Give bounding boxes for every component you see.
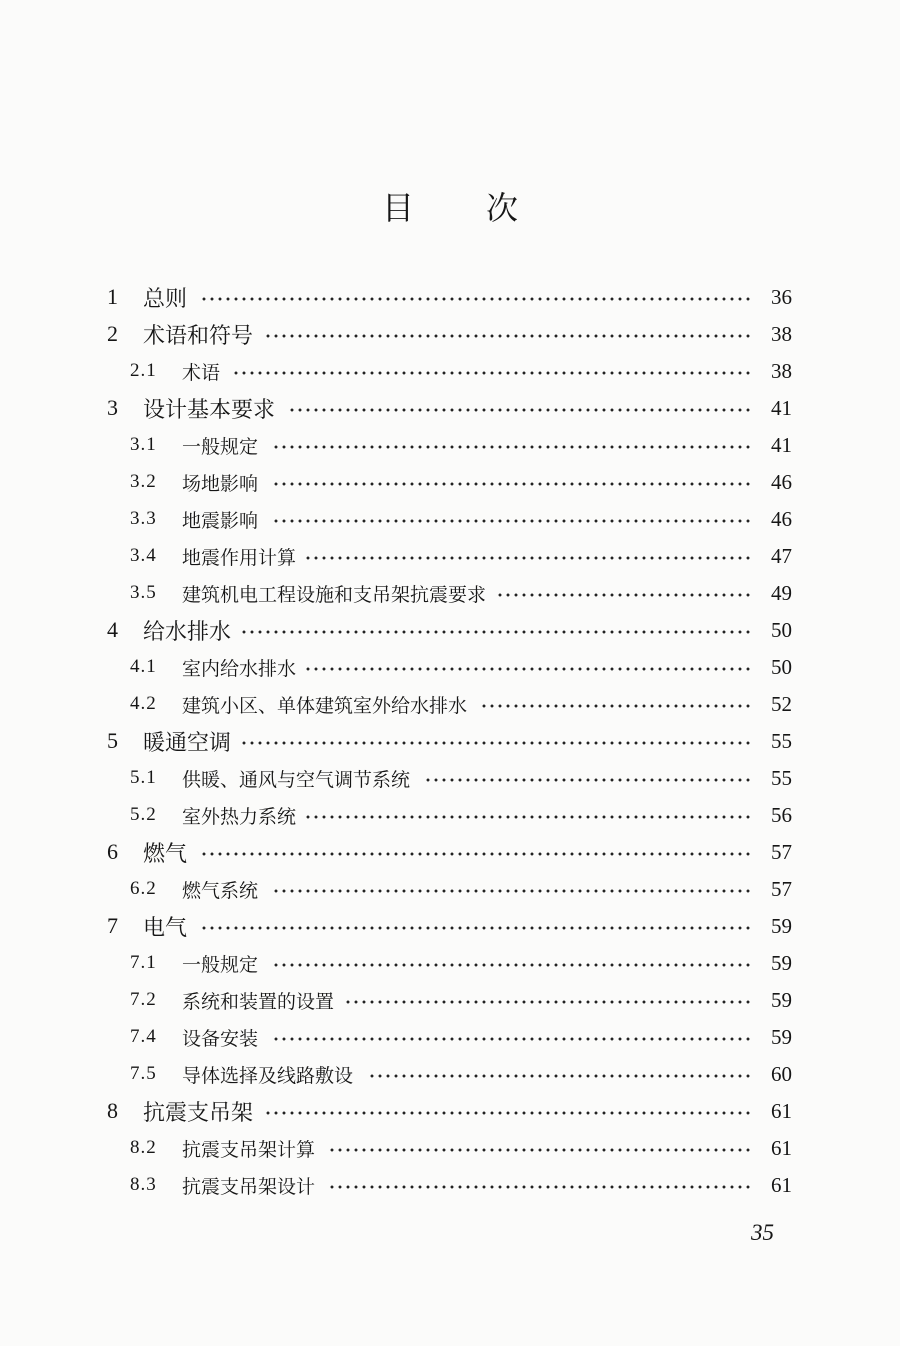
toc-leader-dots [480,704,752,708]
toc-leader-dots [240,741,752,745]
toc-leader-dots [272,889,752,893]
toc-leader-dots [288,408,752,412]
toc-entry-label: 设计基本要求 [143,397,276,423]
toc-entry-number: 6.2 [130,878,157,899]
toc-entry-page: 61 [771,1135,792,1160]
toc-leader-dots [272,445,752,449]
toc-leader-dots [496,593,752,597]
toc-entry-number: 8.2 [130,1137,157,1158]
toc-leader-dots [304,815,752,819]
toc-entry-page: 49 [771,580,792,605]
toc-entry-label: 暖通空调 [143,730,232,756]
toc-entry-label: 总则 [143,286,188,312]
toc-entry[interactable] [0,430,900,460]
toc-entry-number: 1 [107,284,118,309]
toc-entry-page: 57 [771,876,792,901]
toc-entry-number: 5.2 [130,804,157,825]
toc-entry-label: 术语和符号 [143,323,254,349]
toc-leader-dots [264,1111,752,1115]
toc-entry-number: 4 [107,617,118,642]
toc-leader-dots [200,297,752,301]
toc-entry-number: 5.1 [130,767,157,788]
toc-entry[interactable] [0,467,900,497]
toc-entry-page: 46 [771,506,792,531]
toc-entry[interactable] [0,1133,900,1163]
toc-entry-number: 7 [107,913,118,938]
toc-entry-page: 52 [771,691,792,716]
toc-leader-dots [328,1148,752,1152]
toc-entry-page: 41 [771,432,792,457]
toc-entry-page: 46 [771,469,792,494]
toc-entry-number: 3.1 [130,434,157,455]
toc-entry[interactable] [0,726,900,756]
toc-entry-label: 导体选择及线路敷设 [182,1064,354,1087]
toc-entry[interactable] [0,763,900,793]
toc-entry-label: 室外热力系统 [182,805,297,828]
toc-entry-label: 燃气 [143,841,188,867]
toc-entry-page: 61 [771,1098,792,1123]
toc-entry-page: 36 [771,284,792,309]
toc-entry[interactable] [0,1022,900,1052]
toc-entry-number: 7.2 [130,989,157,1010]
toc-entry[interactable] [0,689,900,719]
toc-leader-dots [264,334,752,338]
toc-entry-label: 设备安装 [182,1027,259,1050]
toc-leader-dots [200,926,752,930]
toc-entry-label: 燃气系统 [182,879,259,902]
toc-entry-page: 59 [771,987,792,1012]
toc-entry-page: 55 [771,765,792,790]
toc-entry-number: 2 [107,321,118,346]
toc-entry-label: 场地影响 [182,472,259,495]
toc-entry[interactable] [0,985,900,1015]
toc-leader-dots [272,1037,752,1041]
toc-entry-number: 6 [107,839,118,864]
toc-entry-page: 56 [771,802,792,827]
toc-entry[interactable] [0,1059,900,1089]
toc-entry[interactable] [0,504,900,534]
toc-entry[interactable] [0,319,900,349]
toc-entry-label: 抗震支吊架设计 [182,1175,316,1198]
toc-entry-page: 59 [771,1024,792,1049]
toc-entry[interactable] [0,578,900,608]
toc-entry-page: 41 [771,395,792,420]
toc-entry-label: 室内给水排水 [182,657,297,680]
toc-entry-page: 47 [771,543,792,568]
toc-entry-label: 术语 [182,361,221,384]
toc-entry-label: 地震作用计算 [182,546,297,569]
toc-leader-dots [272,519,752,523]
toc-leader-dots [272,963,752,967]
toc-entry[interactable] [0,652,900,682]
toc-entry-page: 50 [771,617,792,642]
toc-entry-label: 抗震支吊架计算 [182,1138,316,1161]
toc-entry-number: 7.5 [130,1063,157,1084]
toc-entry[interactable] [0,1096,900,1126]
toc-entry-number: 7.4 [130,1026,157,1047]
toc-entry-number: 3.2 [130,471,157,492]
toc-entry-page: 55 [771,728,792,753]
toc-entry[interactable] [0,948,900,978]
toc-entry[interactable] [0,874,900,904]
toc-leader-dots [368,1074,752,1078]
toc-entry-number: 3.4 [130,545,157,566]
toc-entry[interactable] [0,615,900,645]
toc-leader-dots [304,556,752,560]
toc-entry-number: 4.2 [130,693,157,714]
toc-entry-number: 3 [107,395,118,420]
toc-entry-label: 系统和装置的设置 [182,990,335,1013]
toc-entry-number: 8 [107,1098,118,1123]
toc-entry-page: 57 [771,839,792,864]
toc-entry-label: 建筑小区、单体建筑室外给水排水 [182,694,468,717]
toc-entry-label: 抗震支吊架 [143,1100,254,1126]
toc-entry-label: 地震影响 [182,509,259,532]
toc-entry-number: 3.5 [130,582,157,603]
toc-entry-number: 2.1 [130,360,157,381]
toc-leader-dots [200,852,752,856]
toc-leader-dots [328,1185,752,1189]
toc-entry-number: 5 [107,728,118,753]
page-title: 目次 [381,189,590,227]
toc-leader-dots [272,482,752,486]
toc-entry-label: 给水排水 [143,619,232,645]
toc-entry[interactable] [0,911,900,941]
toc-entry[interactable] [0,541,900,571]
toc-leader-dots [240,630,752,634]
toc-entry-label: 建筑机电工程设施和支吊架抗震要求 [182,583,487,606]
toc-entry-page: 61 [771,1172,792,1197]
toc-entry[interactable] [0,837,900,867]
toc-entry-label: 电气 [143,915,188,941]
toc-entry-number: 4.1 [130,656,157,677]
toc-entry-number: 8.3 [130,1174,157,1195]
toc-entry-number: 3.3 [130,508,157,529]
toc-entry[interactable] [0,282,900,312]
toc-entry-number: 7.1 [130,952,157,973]
toc-entry-page: 38 [771,321,792,346]
toc-entry[interactable] [0,1170,900,1200]
page-number: 35 [751,1220,774,1245]
toc-entry[interactable] [0,393,900,423]
toc-entry-page: 59 [771,913,792,938]
toc-entry-label: 一般规定 [182,953,259,976]
toc-leader-dots [304,667,752,671]
toc-entry-page: 60 [771,1061,792,1086]
toc-leader-dots [344,1000,752,1004]
toc-entry[interactable] [0,356,900,386]
toc-entry-page: 59 [771,950,792,975]
toc-entry-label: 一般规定 [182,435,259,458]
toc-entry-page: 50 [771,654,792,679]
toc-entry-page: 38 [771,358,792,383]
toc-entry-label: 供暖、通风与空气调节系统 [182,768,411,791]
toc-entry[interactable] [0,800,900,830]
toc-leader-dots [424,778,752,782]
toc-leader-dots [232,371,752,375]
